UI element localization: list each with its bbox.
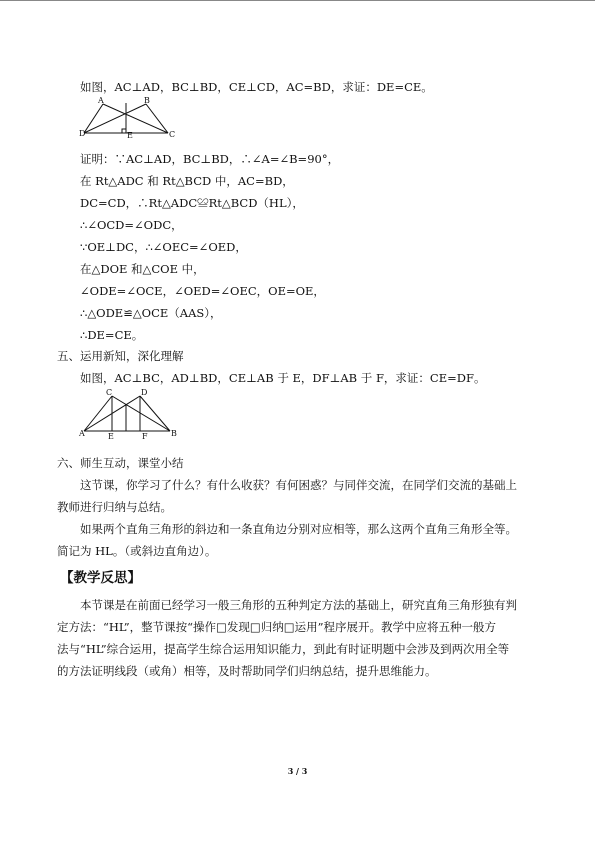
summary-line-2: 教师进行归纳与总结。	[57, 500, 172, 514]
section-5-title: 五、运用新知，深化理解	[57, 349, 184, 363]
reflection-line-2: 定方法：“HL”，整节课按“操作□发现□归纳□运用”程序展开。教学中应将五种一般方	[57, 620, 497, 634]
fig1-label-e: E	[127, 131, 133, 139]
summary-line-1: 这节课，你学习了什么？有什么收获？有何困惑？与同伴交流，在同学们交流的基础上	[80, 478, 517, 492]
summary-line-4: 简记为 HL。（或斜边直角边）。	[57, 544, 217, 558]
reflection-line-3: 法与“HL”综合运用，提高学生综合运用知识能力，到此有时证明题中会涉及到两次用全等	[57, 642, 510, 656]
fig2-label-e: E	[108, 432, 114, 441]
proof-line-3: DC=CD，∴Rt△ADC≌Rt△BCD（HL），	[80, 196, 304, 210]
reflection-heading: 【教学反思】	[60, 570, 141, 586]
top-rule	[0, 0, 595, 1]
fig2-label-d: D	[141, 388, 148, 397]
proof-line-5: ∵OE⊥DC，∴∠OEC=∠OED，	[80, 240, 247, 254]
fig1-label-b: B	[144, 96, 150, 105]
fig2-label-a: A	[79, 429, 85, 438]
problem-1-statement: 如图，AC⊥AD，BC⊥BD，CE⊥CD，AC=BD，求证：DE=CE。	[80, 80, 433, 94]
figure-1	[78, 95, 178, 139]
fig1-label-a: A	[98, 96, 104, 105]
fig2-label-c: C	[106, 388, 113, 397]
proof-line-9: ∴DE=CE。	[80, 328, 144, 342]
reflection-line-4: 的方法证明线段（或角）相等，及时帮助同学们归纳总结，提升思维能力。	[57, 664, 437, 678]
fig1-label-c: C	[169, 130, 176, 139]
reflection-line-1: 本节课是在前面已经学习一般三角形的五种判定方法的基础上，研究直角三角形独有判	[80, 598, 517, 612]
fig2-label-b: B	[171, 429, 177, 438]
section-6-title: 六、师生互动，课堂小结	[57, 456, 184, 470]
proof-line-8: ∴△ODE≌△OCE（AAS），	[80, 306, 222, 320]
fig1-label-d: D	[79, 129, 86, 138]
page-number: 3 / 3	[287, 766, 308, 776]
summary-line-3: 如果两个直角三角形的斜边和一条直角边分别对应相等，那么这两个直角三角形全等。	[80, 522, 517, 536]
figure-2	[78, 387, 178, 441]
proof-line-6: 在△DOE 和△COE 中，	[80, 262, 205, 276]
proof-line-4: ∴∠OCD=∠ODC，	[80, 218, 183, 232]
proof-line-1: 证明：∵AC⊥AD，BC⊥BD，∴∠A=∠B=90°，	[80, 152, 340, 166]
proof-line-7: ∠ODE=∠OCE，∠OED=∠OEC，OE=OE，	[80, 284, 325, 298]
fig2-label-f: F	[142, 432, 148, 441]
proof-line-2: 在 Rt△ADC 和 Rt△BCD 中，AC=BD，	[80, 174, 294, 188]
problem-2-statement: 如图，AC⊥BC，AD⊥BD，CE⊥AB 于 E，DF⊥AB 于 F，求证：CE=DF。	[80, 371, 486, 385]
